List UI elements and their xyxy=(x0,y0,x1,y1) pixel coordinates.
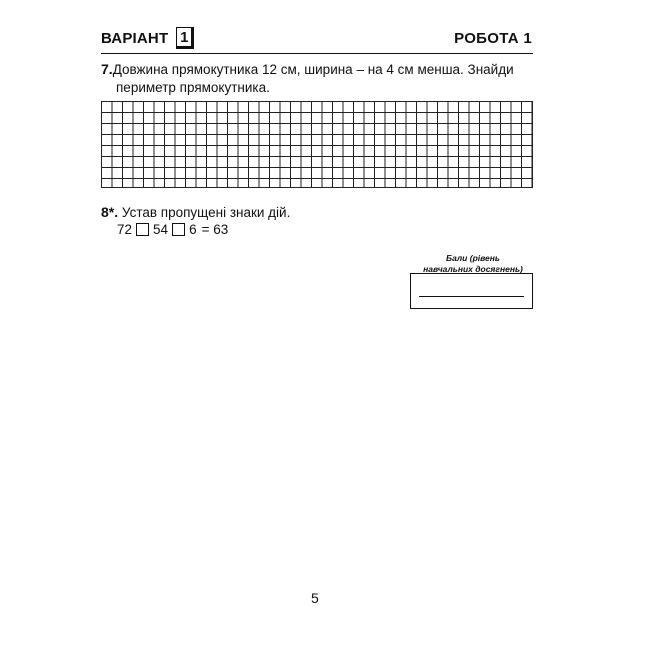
task-7-text-1: Довжина прямокутника 12 см, ширина – на 4 см менша. Знайди xyxy=(112,62,514,77)
task-7 xyxy=(101,60,541,97)
operator-blank-2[interactable] xyxy=(172,223,185,236)
answer-grid[interactable] xyxy=(101,101,533,188)
operand-c: 6 xyxy=(189,222,197,237)
page-number: 5 xyxy=(311,590,319,606)
task-8-text: Устав пропущені знаки дій. xyxy=(121,205,291,220)
variant-label: ВАРІАНТ xyxy=(101,29,169,47)
operator-blank-1[interactable] xyxy=(136,223,149,236)
variant-number-box: 1 xyxy=(176,27,194,49)
operand-a: 72 xyxy=(117,222,133,237)
header-divider xyxy=(101,53,533,54)
score-box[interactable] xyxy=(410,273,533,309)
task-7-line-1 xyxy=(101,60,541,79)
variant-header xyxy=(101,27,194,49)
operand-b: 54 xyxy=(153,222,169,237)
task-8-number: 8*. xyxy=(101,204,119,220)
work-label: РОБОТА xyxy=(454,30,519,47)
score-caption-line-2: навчальних досягнень) xyxy=(423,264,523,274)
score-caption-line-1: Бали (рівень xyxy=(446,253,500,263)
task-7-number: 7. xyxy=(101,61,113,77)
work-header xyxy=(454,30,532,47)
task-8-equation xyxy=(117,222,228,237)
work-number: 1 xyxy=(523,30,532,47)
task-7-text-2: периметр прямокутника. xyxy=(116,80,270,95)
score-entry-line xyxy=(419,296,524,297)
equation-result: = 63 xyxy=(201,222,229,237)
task-8 xyxy=(101,203,541,222)
score-caption xyxy=(413,253,533,275)
